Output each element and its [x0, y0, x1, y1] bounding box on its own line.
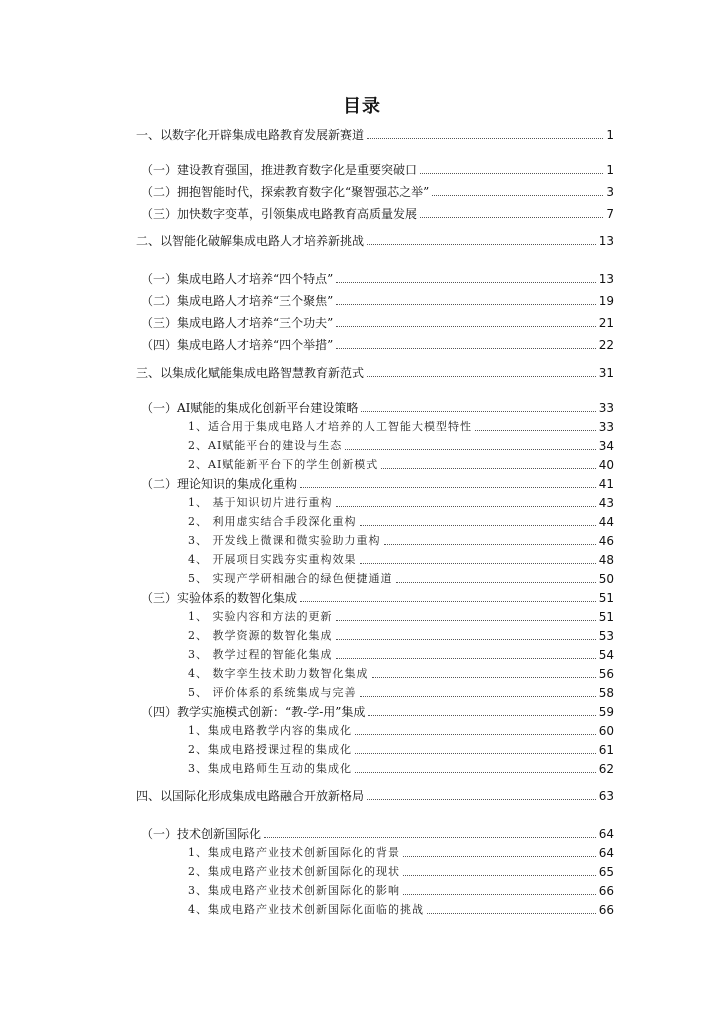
toc-entry[interactable]	[0, 684, 724, 702]
toc-entry-page-number: 31	[598, 366, 614, 380]
toc-entry-page-number: 34	[598, 439, 614, 453]
toc-entry[interactable]	[0, 760, 724, 778]
toc-entry-title: 1、适合用于集成电路人才培养的人工智能大模型特性	[188, 420, 472, 433]
toc-entry-page-number: 51	[598, 591, 614, 605]
toc-dot-leader	[361, 411, 596, 412]
toc-entry-page-number: 40	[598, 458, 614, 472]
toc-entry-page-number: 33	[598, 420, 614, 434]
toc-entry-page-number: 54	[598, 648, 614, 662]
toc-entry[interactable]	[0, 882, 724, 900]
toc-entry-title: 1、 基于知识切片进行重构	[188, 496, 333, 509]
toc-entry-title: 4、 数字孪生技术助力数智化集成	[188, 667, 369, 680]
toc-entry-page-number: 51	[598, 610, 614, 624]
toc-entry-title: 5、 实现产学研相融合的绿色便捷通道	[188, 572, 393, 585]
toc-dot-leader	[360, 563, 596, 564]
toc-entry-title: （三）集成电路人才培养“三个功夫”	[141, 316, 334, 330]
toc-dot-leader	[367, 376, 596, 377]
toc-entry-page-number: 13	[598, 272, 614, 286]
toc-entry[interactable]	[0, 437, 724, 455]
toc-entry-page-number: 53	[598, 629, 614, 643]
toc-entry-page-number: 21	[598, 316, 614, 330]
toc-entry-title: （四）集成电路人才培养“四个举措”	[141, 338, 334, 352]
toc-entry-title: 三、以集成化赋能集成电路智慧教育新范式	[136, 366, 365, 380]
toc-dot-leader	[336, 282, 596, 283]
toc-entry-page-number: 1	[606, 128, 614, 142]
toc-dot-leader	[368, 715, 596, 716]
toc-dot-leader	[475, 430, 596, 431]
toc-entry-title: （二）理论知识的集成化重构	[141, 477, 298, 491]
toc-entry-title: 4、 开展项目实践夯实重构效果	[188, 553, 357, 566]
toc-entry[interactable]	[0, 126, 724, 144]
toc-dot-leader	[403, 875, 596, 876]
toc-entry-page-number: 58	[598, 686, 614, 700]
toc-entry[interactable]	[0, 314, 724, 332]
toc-entry-title: 3、 教学过程的智能化集成	[188, 648, 333, 661]
toc-entry[interactable]	[0, 665, 724, 683]
toc-dot-leader	[403, 894, 596, 895]
toc-entry[interactable]	[0, 418, 724, 436]
toc-dot-leader	[264, 837, 596, 838]
toc-entry[interactable]	[0, 741, 724, 759]
toc-entry[interactable]	[0, 844, 724, 862]
toc-entry-page-number: 61	[598, 743, 614, 757]
toc-entry[interactable]	[0, 703, 724, 721]
toc-dot-leader	[420, 217, 603, 218]
toc-dot-leader	[360, 525, 596, 526]
toc-entry-page-number: 7	[606, 207, 614, 221]
toc-entry[interactable]	[0, 901, 724, 919]
toc-entry[interactable]	[0, 551, 724, 569]
toc-dot-leader	[336, 348, 596, 349]
toc-dot-leader	[432, 195, 603, 196]
toc-entry-title: 2、 教学资源的数智化集成	[188, 629, 333, 642]
toc-dot-leader	[367, 244, 596, 245]
toc-entry-page-number: 46	[598, 534, 614, 548]
toc-dot-leader	[384, 544, 596, 545]
toc-entry-title: 3、集成电路师生互动的集成化	[188, 762, 352, 775]
toc-entry-page-number: 65	[598, 865, 614, 879]
toc-entry-title: （三）加快数字变革，引领集成电路教育高质量发展	[141, 207, 418, 221]
toc-entry-title: 1、集成电路教学内容的集成化	[188, 724, 352, 737]
toc-dot-leader	[336, 304, 596, 305]
toc-entry-title: 二、以智能化破解集成电路人才培养新挑战	[136, 234, 365, 248]
toc-entry-title: 2、AI赋能平台的建设与生态	[188, 439, 343, 452]
toc-entry-page-number: 19	[598, 294, 614, 308]
toc-entry[interactable]	[0, 205, 724, 223]
toc-dot-leader	[367, 799, 596, 800]
toc-entry-title: 2、集成电路产业技术创新国际化的现状	[188, 865, 400, 878]
toc-entry[interactable]	[0, 787, 724, 805]
toc-entry[interactable]	[0, 456, 724, 474]
toc-entry-title: （二）集成电路人才培养“三个聚焦”	[141, 294, 334, 308]
toc-entry[interactable]	[0, 292, 724, 310]
toc-entry[interactable]	[0, 825, 724, 843]
page-title: 目录	[343, 96, 381, 117]
toc-dot-leader	[300, 601, 596, 602]
toc-entry-page-number: 64	[598, 846, 614, 860]
toc-dot-leader	[396, 582, 596, 583]
toc-entry-title: （二）拥抱智能时代，探索教育数字化“聚智强芯之举”	[141, 185, 430, 199]
toc-entry[interactable]	[0, 627, 724, 645]
toc-entry-title: （四）教学实施模式创新：“教-学-用”集成	[141, 705, 366, 719]
toc-entry-page-number: 48	[598, 553, 614, 567]
toc-dot-leader	[300, 487, 596, 488]
toc-entry[interactable]	[0, 364, 724, 382]
toc-entry[interactable]	[0, 513, 724, 531]
toc-entry-page-number: 13	[598, 234, 614, 248]
toc-entry-page-number: 50	[598, 572, 614, 586]
toc-entry-page-number: 22	[598, 338, 614, 352]
toc-dot-leader	[355, 772, 596, 773]
toc-entry[interactable]	[0, 532, 724, 550]
toc-entry-page-number: 56	[598, 667, 614, 681]
toc-entry-title: 四、以国际化形成集成电路融合开放新格局	[136, 789, 365, 803]
toc-entry[interactable]	[0, 232, 724, 250]
toc-entry-page-number: 66	[598, 903, 614, 917]
toc-entry[interactable]	[0, 608, 724, 626]
toc-entry[interactable]	[0, 161, 724, 179]
toc-entry-title: （一）AI赋能的集成化创新平台建设策略	[141, 401, 359, 415]
toc-entry[interactable]	[0, 183, 724, 201]
toc-entry-title: （一）集成电路人才培养“四个特点”	[141, 272, 334, 286]
toc-entry[interactable]	[0, 336, 724, 354]
toc-dot-leader	[336, 326, 596, 327]
toc-entry[interactable]	[0, 494, 724, 512]
toc-entry-title: （一）建设教育强国，推进教育数字化是重要突破口	[141, 163, 418, 177]
toc-entry[interactable]	[0, 399, 724, 417]
toc-entry-page-number: 62	[598, 762, 614, 776]
toc-dot-leader	[381, 468, 596, 469]
toc-entry-page-number: 59	[598, 705, 614, 719]
toc-dot-leader	[336, 639, 596, 640]
toc-entry[interactable]	[0, 570, 724, 588]
toc-entry-page-number: 66	[598, 884, 614, 898]
toc-dot-leader	[403, 856, 596, 857]
toc-entry-page-number: 44	[598, 515, 614, 529]
toc-entry-page-number: 60	[598, 724, 614, 738]
toc-dot-leader	[427, 913, 596, 914]
toc-dot-leader	[360, 696, 596, 697]
toc-entry-title: 2、AI赋能新平台下的学生创新模式	[188, 458, 379, 471]
toc-entry-title: （三）实验体系的数智化集成	[141, 591, 298, 605]
toc-entry-page-number: 41	[598, 477, 614, 491]
toc-dot-leader	[336, 620, 596, 621]
toc-entry[interactable]	[0, 722, 724, 740]
toc-entry-page-number: 63	[598, 789, 614, 803]
toc-dot-leader	[345, 449, 596, 450]
toc-entry-page-number: 3	[606, 185, 614, 199]
toc-dot-leader	[420, 173, 603, 174]
toc-dot-leader	[355, 734, 596, 735]
toc-dot-leader	[336, 506, 596, 507]
toc-dot-leader	[372, 677, 596, 678]
toc-entry[interactable]	[0, 475, 724, 493]
toc-entry[interactable]	[0, 270, 724, 288]
toc-entry-title: 4、集成电路产业技术创新国际化面临的挑战	[188, 903, 424, 916]
toc-entry-page-number: 1	[606, 163, 614, 177]
toc-entry-title: 一、以数字化开辟集成电路教育发展新赛道	[136, 128, 365, 142]
toc-entry-page-number: 64	[598, 827, 614, 841]
toc-entry-title: 5、 评价体系的系统集成与完善	[188, 686, 357, 699]
toc-entry-page-number: 43	[598, 496, 614, 510]
toc-entry[interactable]	[0, 646, 724, 664]
toc-entry-title: 1、 实验内容和方法的更新	[188, 610, 333, 623]
toc-entry-title: 3、 开发线上微课和微实验助力重构	[188, 534, 381, 547]
toc-entry-title: 2、 利用虚实结合手段深化重构	[188, 515, 357, 528]
toc-entry-title: 1、集成电路产业技术创新国际化的背景	[188, 846, 400, 859]
toc-dot-leader	[336, 658, 596, 659]
toc-entry-page-number: 33	[598, 401, 614, 415]
toc-entry-title: 3、集成电路产业技术创新国际化的影响	[188, 884, 400, 897]
toc-entry[interactable]	[0, 863, 724, 881]
toc-entry-title: 2、集成电路授课过程的集成化	[188, 743, 352, 756]
toc-dot-leader	[355, 753, 596, 754]
toc-entry[interactable]	[0, 589, 724, 607]
toc-entry-title: （一）技术创新国际化	[141, 827, 262, 841]
toc-dot-leader	[367, 138, 603, 139]
